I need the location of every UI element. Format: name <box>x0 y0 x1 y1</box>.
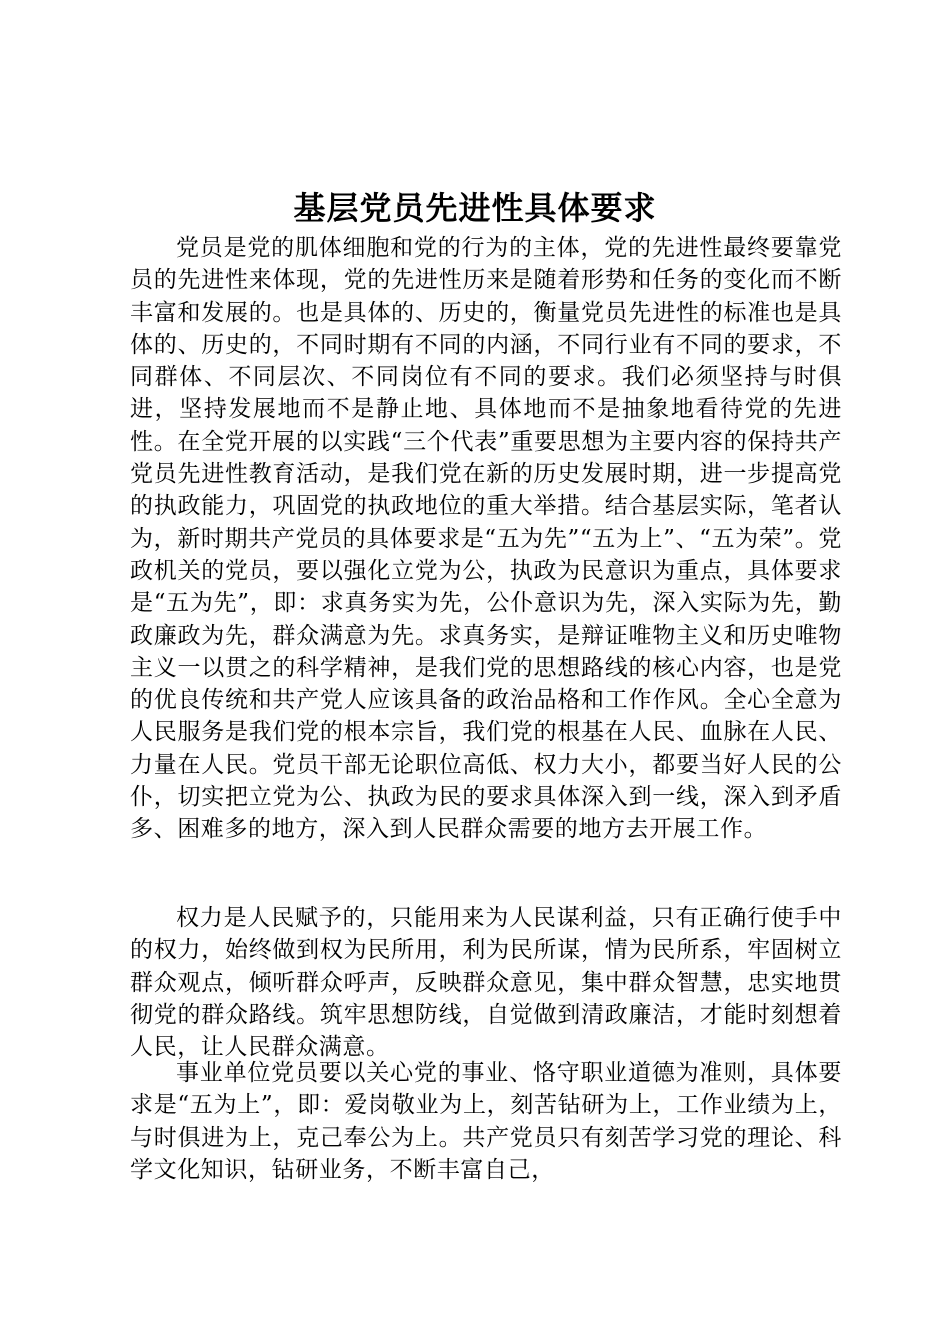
document-title: 基层党员先进性具体要求 <box>293 189 657 227</box>
paragraph-3: 事业单位党员要以关心党的事业、恪守职业道德为准则，具体要求是“五为上”，即：爱岗敬业为上，刻苦钻研为上，工作业绩为上，与时俱进为上，克己奉公为上。共产党员只有刻苦学习党的理论、科学文化知识，钻研业务，不断丰富自己， <box>130 1060 842 1183</box>
paragraph-2: 权力是人民赋予的，只能用来为人民谋利益，只有正确行使手中的权力，始终做到权为民所用，利为民所谋，情为民所系，牢固树立群众观点，倾听群众呼声，反映群众意见，集中群众智慧，忠实地贯彻党的群众路线。筑牢思想防线，自觉做到清政廉洁，才能时刻想着人民，让人民群众满意。 <box>130 905 842 1061</box>
paragraph-1: 党员是党的肌体细胞和党的行为的主体，党的先进性最终要靠党员的先进性来体现，党的先进性历来是随着形势和任务的变化而不断丰富和发展的。也是具体的、历史的，衡量党员先进性的标准也是具体的、历史的，不同时期有不同的内涵，不同行业有不同的要求，不同群体、不同层次、不同岗位有不同的要求。我们必须坚持与时俱进，坚持发展地而不是静止地、具体地而不是抽象地看待党的先进性。在全党开展的以实践“三个代表”重要思想为主要内容的保持共产党员先进性教育活动，是我们党在新的历史发展时期，进一步提高党的执政能力，巩固党的执政地位的重大举措。结合基层实际，笔者认为，新时期共产党员的具体要求是“五为先”“五为上”、“五为荣”。党政机关的党员，要以强化立党为公，执政为民意识为重点，具体要求是“五为先”，即：求真务实为先，公仆意识为先，深入实际为先，勤政廉政为先，群众满意为先。求真务实，是辩证唯物主义和历史唯物主义一以贯之的科学精神，是我们党的思想路线的核心内容，也是党的优良传统和共产党人应该具备的政治品格和工作作风。全心全意为人民服务是我们党的根本宗旨，我们党的根基在人民、血脉在人民、力量在人民。党员干部无论职位高低、权力大小，都要当好人民的公仆，切实把立党为公、执政为民的要求具体深入到一线，深入到矛盾多、困难多的地方，深入到人民群众需要的地方去开展工作。 <box>130 235 842 843</box>
